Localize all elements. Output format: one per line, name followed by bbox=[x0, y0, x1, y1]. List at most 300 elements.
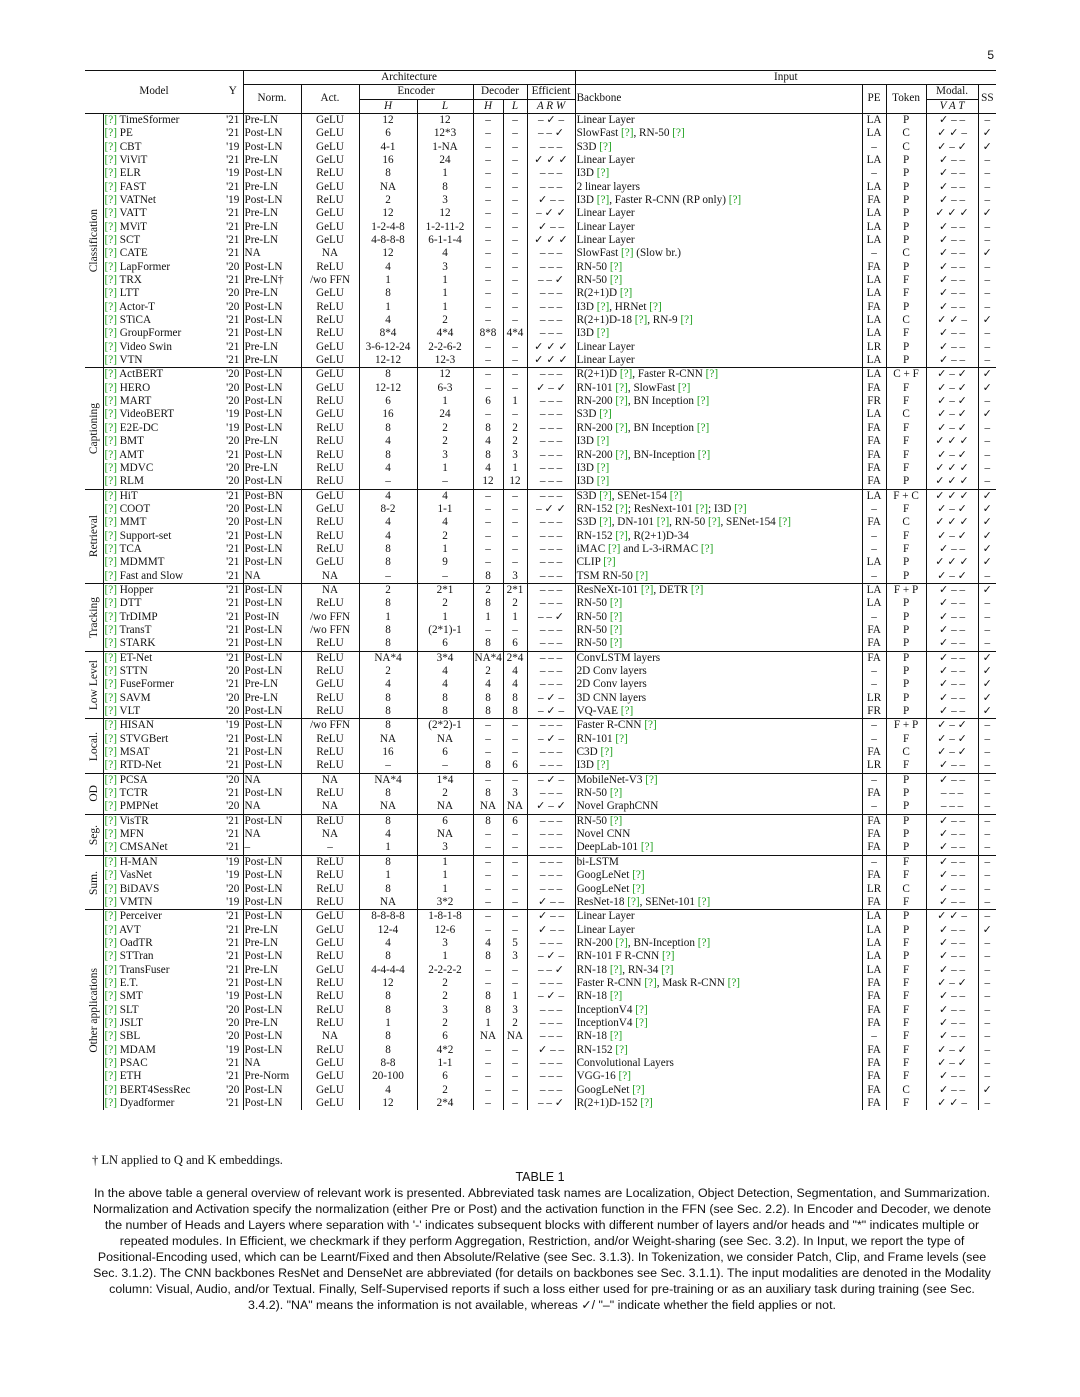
cell-ss: ✓ bbox=[982, 247, 993, 260]
citation-ref[interactable]: [?] bbox=[700, 542, 714, 555]
citation-ref[interactable]: [?] bbox=[644, 719, 657, 732]
group-label-text: Local. bbox=[87, 731, 100, 761]
cell-enc-l: 1-NA bbox=[417, 141, 473, 154]
citation-ref[interactable]: [?] bbox=[669, 489, 683, 502]
citation-ref[interactable]: [?] bbox=[104, 287, 117, 300]
cell-backbone: RN-152 [?] bbox=[575, 1044, 862, 1057]
cell-token: F bbox=[886, 435, 926, 448]
cell-enc-h: 8 bbox=[359, 719, 417, 733]
citation-ref[interactable]: [?] bbox=[104, 421, 117, 434]
cell-enc-h: 8-8 bbox=[359, 1057, 417, 1070]
cell-backbone: RN-18 [?] bbox=[575, 990, 862, 1003]
cell-model: [?] FuseFormer bbox=[104, 678, 174, 691]
cell-pe: – bbox=[862, 855, 886, 869]
cell-efficient: ✓ – – bbox=[527, 1044, 575, 1057]
citation-ref[interactable]: [?] bbox=[609, 610, 623, 623]
cell-dec-h: – bbox=[473, 1070, 503, 1083]
citation-ref[interactable]: [?] bbox=[728, 193, 742, 206]
cell-token: C bbox=[886, 746, 926, 759]
citation-ref[interactable]: [?] bbox=[104, 1070, 117, 1083]
cell-norm: Pre-LN bbox=[243, 234, 301, 247]
citation-ref[interactable]: [?] bbox=[104, 1097, 117, 1109]
cell-enc-l: 8 bbox=[417, 181, 473, 194]
citation-ref[interactable]: [?] bbox=[104, 963, 117, 976]
citation-ref[interactable]: [?] bbox=[104, 732, 117, 745]
citation-ref[interactable]: [?] bbox=[618, 1070, 631, 1083]
cell-backbone: Convolutional Layers bbox=[575, 1057, 862, 1070]
cell-model: [?] ViViT bbox=[104, 153, 148, 166]
citation-ref[interactable]: [?] bbox=[619, 368, 633, 381]
cell-act: NA bbox=[301, 247, 359, 260]
cell-dec-l: – bbox=[503, 234, 527, 247]
citation-ref[interactable]: [?] bbox=[104, 746, 117, 759]
cell-year: '20 bbox=[223, 1030, 243, 1043]
cell-token: F + P bbox=[886, 719, 926, 733]
group-label bbox=[85, 719, 103, 773]
cell-backbone: S3D [?] bbox=[575, 408, 862, 421]
citation-ref[interactable]: [?] bbox=[599, 140, 612, 153]
cell-ss: – bbox=[984, 340, 991, 353]
citation-ref[interactable]: [?] bbox=[104, 1003, 117, 1016]
cell-enc-l: 12*3 bbox=[417, 127, 473, 140]
cell-ss: – bbox=[984, 746, 991, 759]
citation-ref[interactable]: [?] bbox=[607, 542, 621, 555]
citation-ref[interactable]: [?] bbox=[104, 828, 117, 841]
cell-enc-l: NA bbox=[417, 733, 473, 746]
cell-dec-l: NA bbox=[503, 800, 527, 814]
cell-efficient: – – – bbox=[527, 719, 575, 733]
citation-ref[interactable]: [?] bbox=[609, 963, 623, 976]
cell-efficient: – – – bbox=[527, 301, 575, 314]
citation-ref[interactable]: [?] bbox=[778, 516, 791, 529]
citation-ref[interactable]: [?] bbox=[644, 976, 657, 989]
cell-dec-l: – bbox=[503, 624, 527, 637]
group-label bbox=[85, 855, 103, 909]
cell-modality: ✓ – – bbox=[926, 221, 978, 234]
cell-token: P bbox=[886, 597, 926, 610]
citation-ref[interactable]: [?] bbox=[104, 923, 117, 936]
citation-ref[interactable]: [?] bbox=[104, 759, 117, 772]
citation-ref[interactable]: [?] bbox=[621, 127, 634, 140]
citation-ref[interactable]: [?] bbox=[609, 1030, 623, 1043]
citation-ref[interactable]: [?] bbox=[104, 1043, 117, 1056]
cell-enc-l: 2 bbox=[417, 422, 473, 435]
citation-ref[interactable]: [?] bbox=[104, 127, 117, 140]
citation-ref[interactable]: [?] bbox=[104, 610, 117, 623]
citation-ref[interactable]: [?] bbox=[697, 936, 711, 949]
cell-year: '20 bbox=[223, 692, 243, 705]
citation-ref[interactable]: [?] bbox=[104, 354, 117, 367]
citation-ref[interactable]: [?] bbox=[104, 381, 117, 394]
cell-act: ReLU bbox=[301, 301, 359, 314]
cell-dec-l: – bbox=[503, 896, 527, 910]
cell-ss: – bbox=[984, 274, 991, 287]
cell-norm: Pre-LN bbox=[243, 1017, 301, 1030]
citation-ref[interactable]: [?] bbox=[104, 153, 117, 166]
cell-ss: ✓ bbox=[982, 140, 993, 153]
cell-modality: ✓ – ✓ bbox=[926, 746, 978, 759]
cell-pe: FA bbox=[862, 1044, 886, 1057]
cell-token: P bbox=[886, 611, 926, 624]
citation-ref[interactable]: [?] bbox=[705, 368, 719, 381]
citation-ref[interactable]: [?] bbox=[615, 936, 628, 949]
cell-dec-h: NA bbox=[473, 800, 503, 814]
cell-ss: – bbox=[984, 976, 991, 989]
citation-ref[interactable]: [?] bbox=[104, 882, 117, 895]
cell-model: [?] VATT bbox=[104, 207, 147, 220]
citation-ref[interactable]: [?] bbox=[596, 759, 610, 772]
cell-backbone: DeepLab-101 [?] bbox=[575, 841, 862, 855]
table-row bbox=[85, 247, 996, 260]
cell-enc-h: 8 bbox=[359, 637, 417, 651]
cell-year: '21 bbox=[223, 910, 243, 924]
cell-pe: LA bbox=[862, 950, 886, 963]
cell-efficient: – ✓ – bbox=[527, 733, 575, 746]
citation-ref[interactable]: [?] bbox=[104, 207, 117, 220]
cell-dec-h: – bbox=[473, 1044, 503, 1057]
header-model: Model bbox=[85, 71, 223, 114]
citation-ref[interactable]: [?] bbox=[609, 990, 623, 1003]
citation-ref[interactable]: [?] bbox=[599, 408, 612, 421]
citation-ref[interactable]: [?] bbox=[609, 260, 623, 273]
cell-ss: ✓ bbox=[982, 314, 993, 327]
cell-act: ReLU bbox=[301, 705, 359, 719]
cell-enc-l: 4*4 bbox=[417, 327, 473, 340]
citation-ref[interactable]: [?] bbox=[635, 569, 649, 582]
citation-ref[interactable]: [?] bbox=[609, 787, 623, 800]
citation-ref[interactable]: [?] bbox=[620, 705, 634, 718]
citation-ref[interactable]: [?] bbox=[615, 395, 628, 408]
cell-backbone: 2D Conv layers bbox=[575, 678, 862, 691]
citation-ref[interactable]: [?] bbox=[104, 475, 117, 488]
citation-ref[interactable]: [?] bbox=[104, 773, 117, 786]
table-row bbox=[85, 611, 996, 624]
cell-ss: – bbox=[984, 990, 991, 1003]
citation-ref[interactable]: [?] bbox=[696, 421, 710, 434]
citation-ref[interactable]: [?] bbox=[104, 814, 117, 827]
citation-ref[interactable]: [?] bbox=[609, 623, 623, 636]
citation-ref[interactable]: [?] bbox=[656, 516, 670, 529]
cell-enc-l: 6 bbox=[417, 814, 473, 828]
cell-act: ReLU bbox=[301, 787, 359, 800]
citation-ref[interactable]: [?] bbox=[632, 882, 645, 895]
cell-efficient: – – – bbox=[527, 530, 575, 543]
citation-ref[interactable]: [?] bbox=[104, 1056, 117, 1069]
citation-ref[interactable]: [?] bbox=[104, 274, 117, 287]
citation-ref[interactable]: [?] bbox=[104, 140, 117, 153]
cell-dec-l: – bbox=[503, 855, 527, 869]
table-row bbox=[85, 692, 996, 705]
cell-model: [?] PCSA bbox=[103, 773, 223, 787]
citation-ref[interactable]: [?] bbox=[104, 260, 117, 273]
citation-ref[interactable]: [?] bbox=[104, 167, 117, 180]
table-row bbox=[85, 828, 996, 841]
citation-ref[interactable]: [?] bbox=[696, 395, 710, 408]
cell-pe: LA bbox=[862, 597, 886, 610]
cell-token: P bbox=[886, 910, 926, 924]
cell-efficient: – – – bbox=[527, 869, 575, 882]
citation-ref[interactable]: [?] bbox=[104, 637, 117, 650]
cell-act: GeLU bbox=[301, 154, 359, 167]
citation-ref[interactable]: [?] bbox=[104, 597, 117, 610]
citation-ref[interactable]: [?] bbox=[615, 1043, 628, 1056]
cell-modality: ✓ – ✓ bbox=[926, 733, 978, 746]
cell-efficient: – – – bbox=[527, 556, 575, 569]
citation-ref[interactable]: [?] bbox=[615, 421, 628, 434]
cell-pe: – bbox=[862, 665, 886, 678]
citation-ref[interactable]: [?] bbox=[599, 516, 612, 529]
cell-efficient: – ✓ ✓ bbox=[527, 207, 575, 220]
cell-backbone: SlowFast [?], RN-50 [?] bbox=[575, 127, 862, 140]
cell-modality: ✓ – ✓ bbox=[926, 719, 978, 733]
cell-pe: FA bbox=[862, 1070, 886, 1083]
cell-dec-h: 8 bbox=[473, 422, 503, 435]
citation-ref[interactable]: [?] bbox=[104, 395, 117, 408]
cell-backbone: InceptionV4 [?] bbox=[575, 1017, 862, 1030]
cell-norm: Post-LN bbox=[243, 261, 301, 274]
citation-ref[interactable]: [?] bbox=[104, 435, 117, 448]
citation-ref[interactable]: [?] bbox=[104, 193, 117, 206]
cell-pe: – bbox=[862, 570, 886, 584]
citation-ref[interactable]: [?] bbox=[104, 623, 117, 636]
citation-ref[interactable]: [?] bbox=[104, 489, 117, 502]
citation-ref[interactable]: [?] bbox=[596, 435, 610, 448]
citation-ref[interactable]: [?] bbox=[104, 651, 117, 664]
cell-modality: ✓ – – bbox=[926, 543, 978, 556]
table-body bbox=[85, 113, 996, 1110]
citation-ref[interactable]: [?] bbox=[104, 855, 117, 868]
cell-norm: Pre-LN bbox=[243, 207, 301, 220]
citation-ref[interactable]: [?] bbox=[640, 841, 654, 854]
cell-year: '21 bbox=[223, 181, 243, 194]
cell-year: '21 bbox=[223, 950, 243, 963]
citation-ref[interactable]: [?] bbox=[697, 448, 711, 461]
cell-ss: ✓ bbox=[982, 207, 993, 220]
citation-ref[interactable]: [?] bbox=[104, 556, 117, 569]
citation-ref[interactable]: [?] bbox=[104, 841, 117, 854]
cell-pe: LA bbox=[862, 556, 886, 569]
cell-enc-l: 2*1 bbox=[417, 583, 473, 597]
cell-dec-l: 2*1 bbox=[503, 583, 527, 597]
cell-efficient: ✓ – – bbox=[527, 221, 575, 234]
citation-ref[interactable]: [?] bbox=[104, 340, 117, 353]
cell-token: P bbox=[886, 814, 926, 828]
cell-ss: – bbox=[984, 732, 991, 745]
cell-norm: Post-LN bbox=[243, 787, 301, 800]
citation-ref[interactable]: [?] bbox=[603, 556, 616, 569]
citation-ref[interactable]: [?] bbox=[104, 787, 117, 800]
cell-enc-h: 12 bbox=[359, 113, 417, 127]
citation-ref[interactable]: [?] bbox=[104, 910, 117, 923]
cell-modality: ✓ – – bbox=[926, 1070, 978, 1083]
citation-ref[interactable]: [?] bbox=[104, 448, 117, 461]
citation-ref[interactable]: [?] bbox=[104, 678, 117, 691]
citation-ref[interactable]: [?] bbox=[609, 597, 623, 610]
cell-modality: ✓ – – bbox=[926, 950, 978, 963]
citation-ref[interactable]: [?] bbox=[600, 746, 613, 759]
cell-enc-h: 2 bbox=[359, 583, 417, 597]
citation-ref[interactable]: [?] bbox=[680, 314, 693, 327]
citation-ref[interactable]: [?] bbox=[596, 300, 610, 313]
cell-norm: Pre-LN bbox=[243, 113, 301, 127]
cell-pe: – bbox=[862, 678, 886, 691]
citation-ref[interactable]: [?] bbox=[649, 300, 662, 313]
citation-ref[interactable]: [?] bbox=[690, 583, 704, 596]
citation-ref[interactable]: [?] bbox=[104, 461, 117, 474]
citation-ref[interactable]: [?] bbox=[104, 719, 117, 732]
cell-enc-h: 8-8-8-8 bbox=[359, 910, 417, 924]
citation-ref[interactable]: [?] bbox=[609, 814, 623, 827]
cell-enc-h: 4 bbox=[359, 435, 417, 448]
citation-ref[interactable]: [?] bbox=[708, 516, 721, 529]
citation-ref[interactable]: [?] bbox=[609, 274, 623, 287]
cell-efficient: – – – bbox=[527, 814, 575, 828]
citation-ref[interactable]: [?] bbox=[104, 950, 117, 963]
citation-ref[interactable]: [?] bbox=[104, 1016, 117, 1029]
cell-modality: ✓ – – bbox=[926, 234, 978, 247]
citation-ref[interactable]: [?] bbox=[632, 1083, 645, 1096]
citation-ref[interactable]: [?] bbox=[104, 1030, 117, 1043]
cell-act: ReLU bbox=[301, 327, 359, 340]
citation-ref[interactable]: [?] bbox=[645, 773, 658, 786]
citation-ref[interactable]: [?] bbox=[104, 705, 117, 718]
citation-ref[interactable]: [?] bbox=[104, 327, 117, 340]
citation-ref[interactable]: [?] bbox=[640, 1097, 653, 1109]
cell-modality: ✓ – – bbox=[926, 611, 978, 624]
citation-ref[interactable]: [?] bbox=[596, 167, 610, 180]
cell-model: [?] DTT bbox=[104, 597, 142, 610]
cell-ss: – bbox=[984, 1043, 991, 1056]
cell-backbone: RN-152 [?]; ResNext-101 [?]; I3D [?] bbox=[575, 503, 862, 516]
citation-ref[interactable]: [?] bbox=[615, 732, 628, 745]
citation-ref[interactable]: [?] bbox=[596, 461, 610, 474]
citation-ref[interactable]: [?] bbox=[104, 113, 117, 126]
cell-enc-h: NA bbox=[359, 181, 417, 194]
cell-ss: – bbox=[984, 800, 991, 813]
cell-dec-h: – bbox=[473, 274, 503, 287]
table-row bbox=[85, 354, 996, 368]
cell-year: '21 bbox=[223, 448, 243, 461]
cell-year: '20 bbox=[223, 1017, 243, 1030]
citation-ref[interactable]: [?] bbox=[104, 665, 117, 677]
citation-ref[interactable]: [?] bbox=[104, 800, 117, 813]
cell-norm: Pre-LN bbox=[243, 678, 301, 691]
citation-ref[interactable]: [?] bbox=[615, 502, 628, 515]
page-number: 5 bbox=[987, 48, 994, 62]
citation-ref[interactable]: [?] bbox=[104, 583, 117, 596]
citation-ref[interactable]: [?] bbox=[727, 976, 741, 989]
citation-ref[interactable]: [?] bbox=[104, 220, 117, 233]
citation-ref[interactable]: [?] bbox=[635, 1003, 648, 1016]
citation-ref[interactable]: [?] bbox=[104, 1083, 117, 1096]
cell-pe: LR bbox=[862, 692, 886, 705]
cell-modality: ✓ – ✓ bbox=[926, 977, 978, 990]
citation-ref[interactable]: [?] bbox=[697, 895, 711, 908]
cell-norm: Post-LN bbox=[243, 910, 301, 924]
citation-ref[interactable]: [?] bbox=[695, 502, 709, 515]
table-row bbox=[85, 733, 996, 746]
table-row bbox=[85, 855, 996, 869]
group-label-text: Low Level bbox=[87, 659, 100, 711]
cell-enc-h: 1-2-4-8 bbox=[359, 221, 417, 234]
citation-ref[interactable]: [?] bbox=[672, 127, 685, 140]
citation-ref[interactable]: [?] bbox=[104, 300, 117, 313]
citation-ref[interactable]: [?] bbox=[596, 475, 610, 488]
citation-ref[interactable]: [?] bbox=[635, 1016, 648, 1029]
cell-year: '20 bbox=[223, 516, 243, 529]
citation-ref[interactable]: [?] bbox=[632, 869, 645, 882]
citation-ref[interactable]: [?] bbox=[104, 976, 117, 989]
cell-norm: Post-LN bbox=[243, 719, 301, 733]
cell-ss: – bbox=[984, 475, 991, 488]
citation-ref[interactable]: [?] bbox=[104, 990, 117, 1003]
citation-ref[interactable]: [?] bbox=[104, 542, 117, 555]
cell-ss: ✓ bbox=[982, 705, 993, 718]
citation-ref[interactable]: [?] bbox=[104, 314, 117, 327]
cell-model: [?] BMT bbox=[104, 435, 144, 448]
cell-model: [?] TRX bbox=[104, 274, 142, 287]
citation-ref[interactable]: [?] bbox=[621, 247, 634, 260]
cell-modality: ✓ – – bbox=[926, 354, 978, 368]
citation-ref[interactable]: [?] bbox=[104, 516, 117, 529]
citation-ref[interactable]: [?] bbox=[104, 895, 117, 908]
cell-year: '19 bbox=[223, 408, 243, 421]
citation-ref[interactable]: [?] bbox=[104, 180, 117, 193]
cell-model: [?] FAST bbox=[104, 180, 147, 193]
citation-ref[interactable]: [?] bbox=[104, 936, 117, 949]
citation-ref[interactable]: [?] bbox=[615, 529, 628, 542]
cell-ss: – bbox=[984, 963, 991, 976]
citation-ref[interactable]: [?] bbox=[627, 895, 640, 908]
citation-ref[interactable]: [?] bbox=[734, 502, 747, 515]
citation-ref[interactable]: [?] bbox=[662, 950, 675, 963]
cell-efficient: – – – bbox=[527, 167, 575, 180]
cell-year: '21 bbox=[223, 221, 243, 234]
overview-table-wrapper bbox=[85, 70, 996, 1110]
citation-ref[interactable]: [?] bbox=[596, 193, 610, 206]
citation-ref[interactable]: [?] bbox=[104, 569, 117, 582]
cell-model: [?] SAVM bbox=[104, 691, 151, 704]
citation-ref[interactable]: [?] bbox=[640, 583, 654, 596]
cell-ss: ✓ bbox=[978, 368, 996, 382]
citation-ref[interactable]: [?] bbox=[104, 408, 117, 421]
cell-pe: LA bbox=[862, 181, 886, 194]
citation-ref[interactable]: [?] bbox=[104, 529, 117, 542]
cell-enc-l: 6-3 bbox=[417, 382, 473, 395]
cell-year: '20 bbox=[223, 395, 243, 408]
cell-enc-l: 2 bbox=[417, 435, 473, 448]
citation-ref[interactable]: [?] bbox=[104, 502, 117, 515]
citation-ref[interactable]: [?] bbox=[677, 381, 691, 394]
citation-ref[interactable]: [?] bbox=[599, 489, 612, 502]
citation-ref[interactable]: [?] bbox=[104, 234, 117, 246]
table-row bbox=[85, 327, 996, 340]
citation-ref[interactable]: [?] bbox=[619, 287, 633, 300]
citation-ref[interactable]: [?] bbox=[104, 869, 117, 882]
citation-ref[interactable]: [?] bbox=[104, 368, 117, 381]
cell-token: F bbox=[886, 896, 926, 910]
citation-ref[interactable]: [?] bbox=[609, 637, 623, 650]
citation-ref[interactable]: [?] bbox=[634, 314, 648, 327]
citation-ref[interactable]: [?] bbox=[615, 381, 628, 394]
cell-enc-l: 1 bbox=[417, 395, 473, 408]
citation-ref[interactable]: [?] bbox=[104, 247, 117, 260]
citation-ref[interactable]: [?] bbox=[596, 327, 610, 340]
citation-ref[interactable]: [?] bbox=[615, 448, 628, 461]
citation-ref[interactable]: [?] bbox=[104, 691, 117, 704]
cell-act: GeLU bbox=[301, 1070, 359, 1083]
citation-ref[interactable]: [?] bbox=[661, 963, 674, 976]
